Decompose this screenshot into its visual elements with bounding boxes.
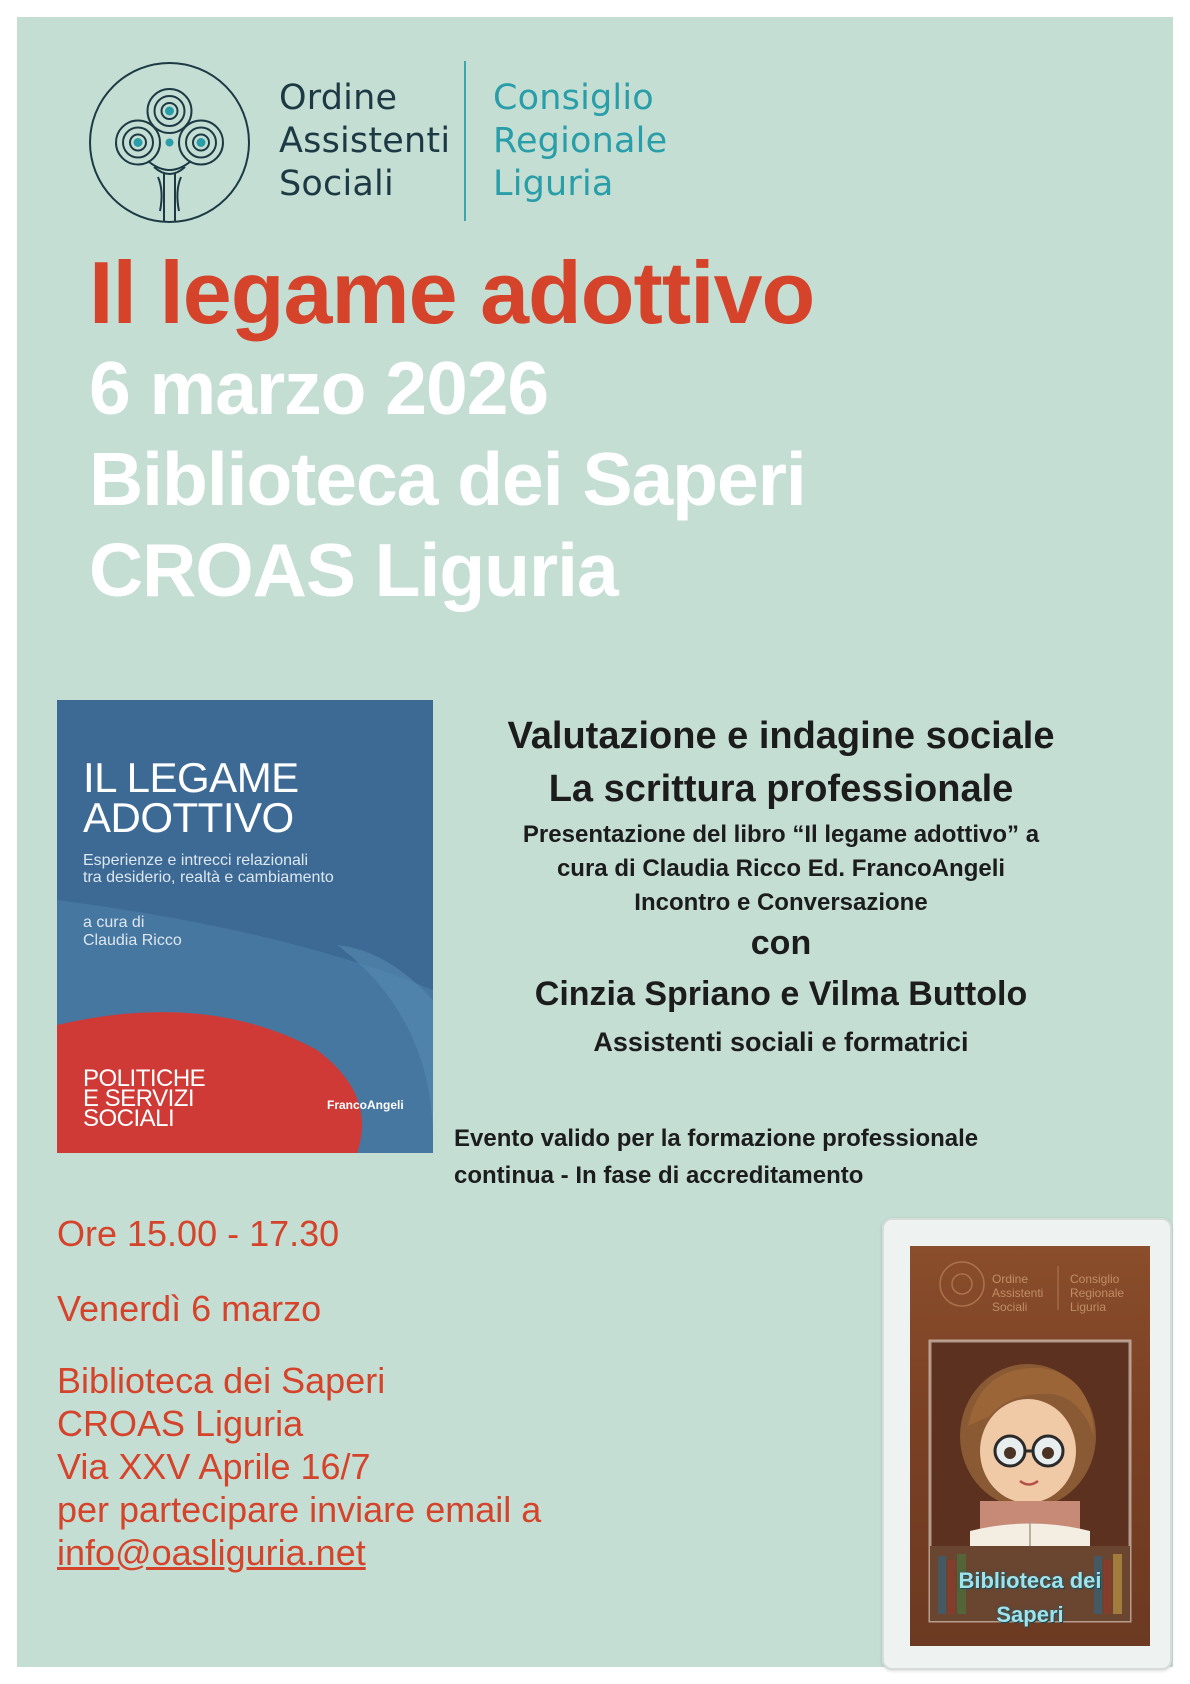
org-name	[279, 77, 450, 206]
book-subtitle-line: tra desiderio, realtà e cambiamento	[83, 869, 334, 886]
book-cover	[57, 700, 433, 1153]
book-series-line: E SERVIZI	[83, 1085, 195, 1112]
org-name-line: Assistenti	[279, 121, 451, 161]
council-name	[493, 77, 667, 206]
library-badge-frame	[882, 1218, 1172, 1670]
badge-label	[910, 1564, 1150, 1632]
badge-org-line: Assistenti	[992, 1286, 1044, 1300]
council-name-line: Regionale	[493, 121, 668, 161]
event-day	[57, 1287, 321, 1330]
event-location	[57, 1359, 541, 1574]
badge-label-line: Biblioteca dei	[958, 1568, 1102, 1593]
location-line: Biblioteca dei Saperi	[57, 1360, 386, 1401]
event-day-text: Venerdì 6 marzo	[57, 1288, 322, 1329]
location-line: CROAS Liguria	[57, 1403, 304, 1444]
book-title	[83, 754, 299, 841]
book-editor-line: a cura di	[83, 914, 145, 931]
event-organizer: CROAS Liguria	[89, 528, 618, 612]
badge-council-line: Regionale	[1070, 1286, 1125, 1300]
org-name-line: Sociali	[279, 164, 394, 204]
council-name-line: Liguria	[493, 164, 614, 204]
header-divider	[464, 61, 466, 221]
description-text: cura di Claudia Ricco Ed. FrancoAngeli	[556, 855, 1006, 882]
book-series-line: POLITICHE	[83, 1065, 206, 1092]
book-series	[83, 1065, 206, 1132]
book-series-line: SOCIALI	[83, 1105, 175, 1132]
badge-council-line: Liguria	[1070, 1300, 1107, 1314]
event-time-text: Ore 15.00 - 17.30	[57, 1213, 340, 1254]
event-venue: Biblioteca dei Saperi	[89, 437, 806, 521]
description-with: con	[750, 924, 812, 962]
event-date: 6 marzo 2026	[89, 346, 549, 430]
book-title-line: IL LEGAME	[83, 754, 299, 801]
training-credit-note	[454, 1120, 978, 1194]
book-subtitle-line: Esperienze e intrecci relazionali	[83, 852, 308, 869]
location-line: Via XXV Aprile 16/7	[57, 1446, 371, 1487]
event-time	[57, 1212, 339, 1255]
description-text: Incontro e Conversazione	[634, 889, 928, 916]
badge-org-line: Ordine	[992, 1272, 1029, 1286]
badge-council-name	[1070, 1272, 1124, 1314]
credit-line: Evento valido per la formazione professionale	[454, 1125, 979, 1152]
book-title-line: ADOTTIVO	[83, 794, 294, 841]
speakers: Cinzia Spriano e Vilma Buttolo	[534, 975, 1028, 1013]
badge-org-line: Sociali	[992, 1300, 1028, 1314]
email-link[interactable]: info@oasliguria.net	[57, 1532, 366, 1573]
library-badge	[910, 1246, 1150, 1646]
book-subtitle	[83, 852, 334, 886]
badge-org-name	[992, 1272, 1043, 1314]
credit-line: continua - In fase di accreditamento	[454, 1162, 864, 1189]
badge-label-line: Saperi	[996, 1602, 1064, 1627]
book-editor	[83, 914, 182, 950]
event-description	[446, 712, 1116, 1062]
location-line: per partecipare inviare email a	[57, 1489, 542, 1530]
book-publisher: FrancoAngeli	[327, 1098, 404, 1112]
knot-tree-logo-icon	[88, 61, 251, 224]
event-subtitle	[89, 343, 806, 616]
event-title: Il legame adottivo	[89, 243, 815, 342]
description-topic: Valutazione e indagine sociale	[507, 715, 1055, 757]
org-name-line: Ordine	[279, 78, 398, 118]
description-text: Presentazione del libro “Il legame adottivo” a	[522, 821, 1040, 848]
book-editor-line: Claudia Ricco	[83, 932, 182, 949]
council-name-line: Consiglio	[493, 78, 654, 118]
speakers-role: Assistenti sociali e formatrici	[593, 1027, 969, 1057]
description-topic-secondary: La scrittura professionale	[548, 768, 1014, 810]
badge-council-line: Consiglio	[1070, 1272, 1120, 1286]
